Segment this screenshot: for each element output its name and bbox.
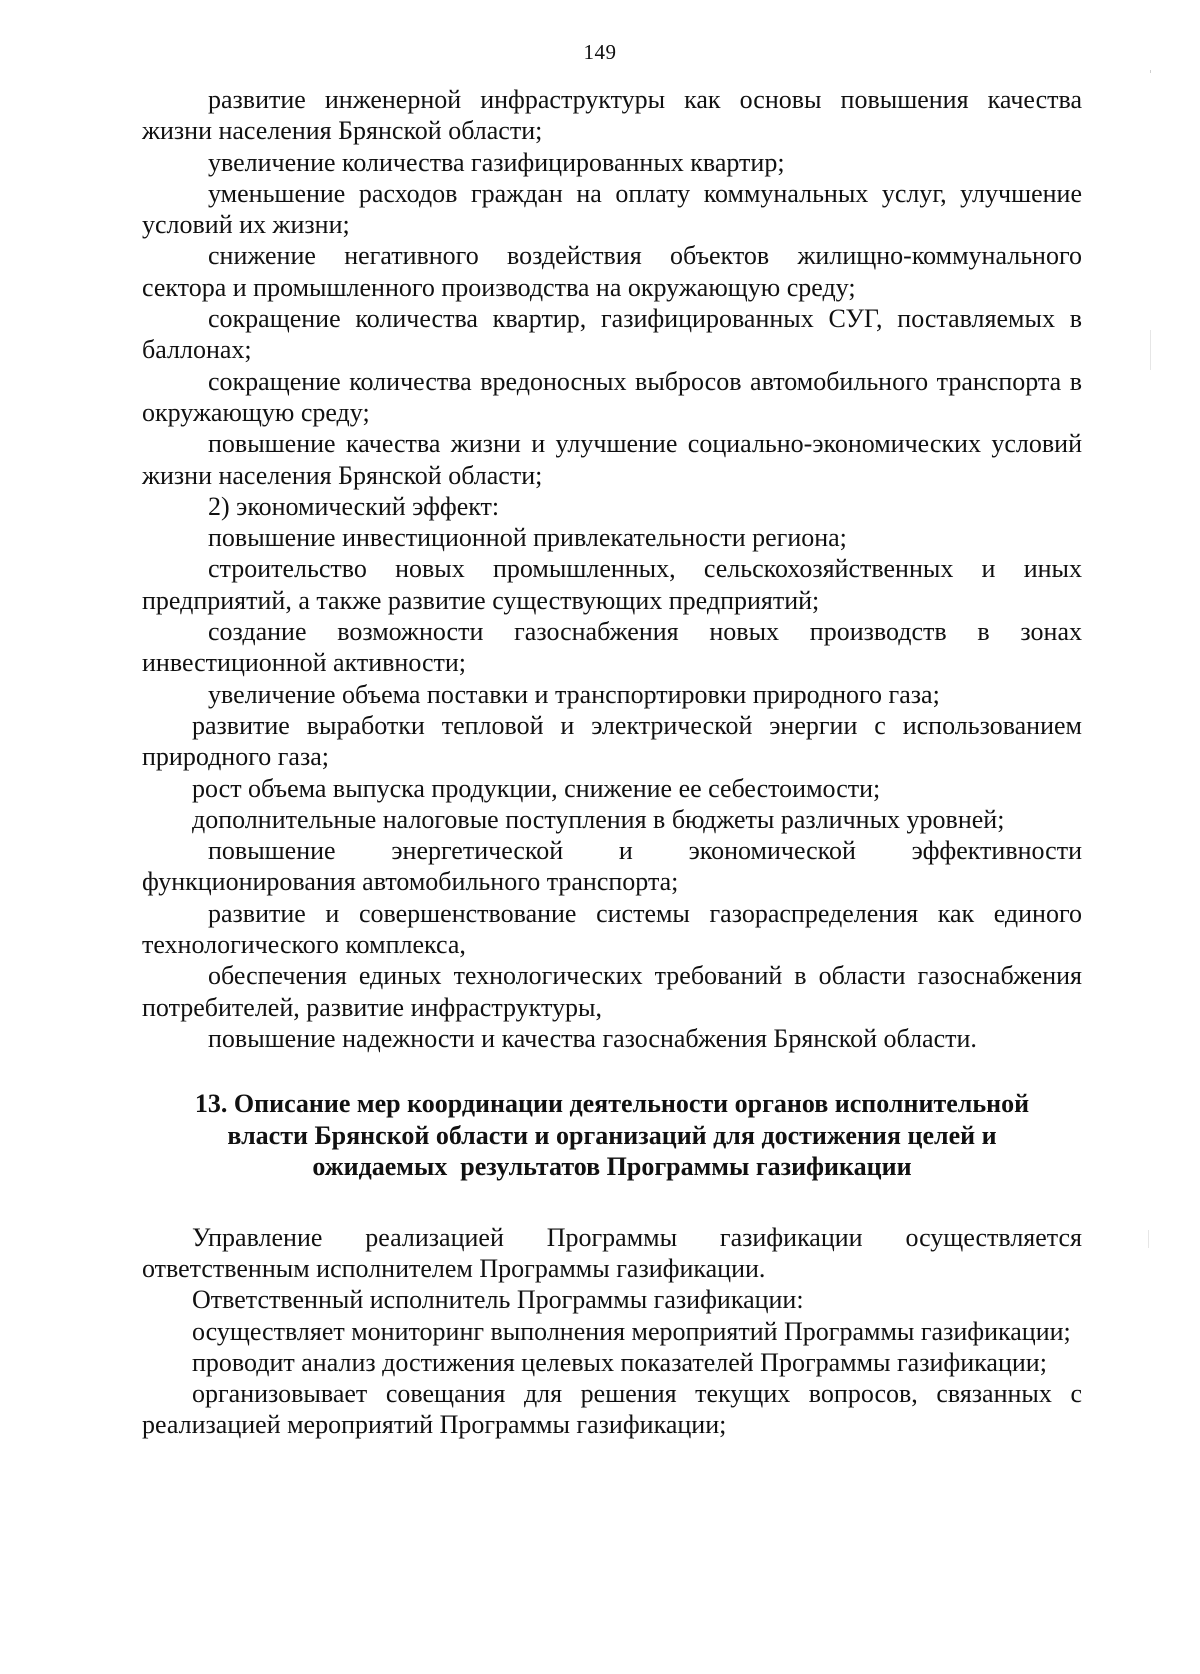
- body-paragraph: строительство новых промышленных, сельскохозяйственных и иных предприятий, а также развитие существующих предприятий;: [142, 554, 1082, 615]
- body-paragraph: увеличение объема поставки и транспортировки природного газа;: [208, 679, 940, 709]
- paragraph-list-bottom: [142, 1222, 1082, 1441]
- body-paragraph: увеличение количества газифицированных квартир;: [208, 147, 785, 177]
- section-heading-line: 13. Описание мер координации деятельности органов исполнительной: [194, 1089, 1030, 1119]
- body-paragraph: развитие и совершенствование системы газораспределения как единого технологического комплекса,: [142, 898, 1082, 960]
- section-heading: [142, 1088, 1082, 1183]
- scan-artifact: [1148, 1230, 1149, 1248]
- body-paragraph: проводит анализ достижения целевых показателей Программы газификации;: [192, 1347, 1047, 1377]
- body-paragraph: дополнительные налоговые поступления в бюджеты различных уровней;: [192, 804, 1005, 834]
- paragraph-list-top: [142, 84, 1082, 1054]
- body-paragraph: сокращение количества вредоносных выбросов автомобильного транспорта в окружающую среду;: [142, 366, 1082, 427]
- body-paragraph: обеспечения единых технологических требований в области газоснабжения потребителей, развитие инфраструктуры,: [142, 961, 1082, 1022]
- body-paragraph: сокращение количества квартир, газифицированных СУГ, поставляемых в баллонах;: [142, 304, 1082, 365]
- body-paragraph: Управление реализацией Программы газификации осуществляется ответственным исполнителем Программы газификации.: [142, 1222, 1082, 1283]
- page-number: 149: [583, 40, 617, 64]
- section-heading-line: ожидаемых результатов Программы газификации: [312, 1152, 912, 1182]
- body-paragraph: рост объема выпуска продукции, снижение ее себестоимости;: [192, 773, 881, 803]
- body-paragraph: повышение качества жизни и улучшение социально-экономических условий жизни населения Брянской области;: [142, 429, 1082, 490]
- body-paragraph: повышение энергетической и экономической эффективности функционирования автомобильного транспорта;: [142, 836, 1082, 897]
- body-paragraph: развитие выработки тепловой и электрической энергии с использованием природного газа;: [142, 710, 1082, 772]
- page-content: [142, 84, 1082, 1441]
- body-paragraph: Ответственный исполнитель Программы газификации:: [192, 1285, 804, 1315]
- body-paragraph: снижение негативного воздействия объектов жилищно-коммунального сектора и промышленного производства на окружающую среду;: [142, 241, 1082, 302]
- body-paragraph: повышение инвестиционной привлекательности региона;: [208, 523, 847, 553]
- scan-artifact: [1150, 70, 1151, 73]
- body-paragraph: создание возможности газоснабжения новых производств в зонах инвестиционной активности;: [142, 617, 1082, 678]
- body-paragraph: повышение надежности и качества газоснабжения Брянской области.: [208, 1023, 977, 1053]
- body-paragraph: осуществляет мониторинг выполнения мероприятий Программы газификации;: [192, 1316, 1071, 1346]
- list-subheading: 2) экономический эффект:: [208, 491, 500, 521]
- body-paragraph: уменьшение расходов граждан на оплату коммунальных услуг, улучшение условий их жизни;: [142, 178, 1082, 240]
- body-paragraph: развитие инженерной инфраструктуры как основы повышения качества жизни населения Брянской области;: [142, 85, 1082, 146]
- section-heading-line: власти Брянской области и организаций для достижения целей и: [227, 1120, 997, 1150]
- body-paragraph: организовывает совещания для решения текущих вопросов, связанных с реализацией мероприятий Программы газификации;: [142, 1379, 1082, 1440]
- scan-artifact: [1150, 330, 1151, 370]
